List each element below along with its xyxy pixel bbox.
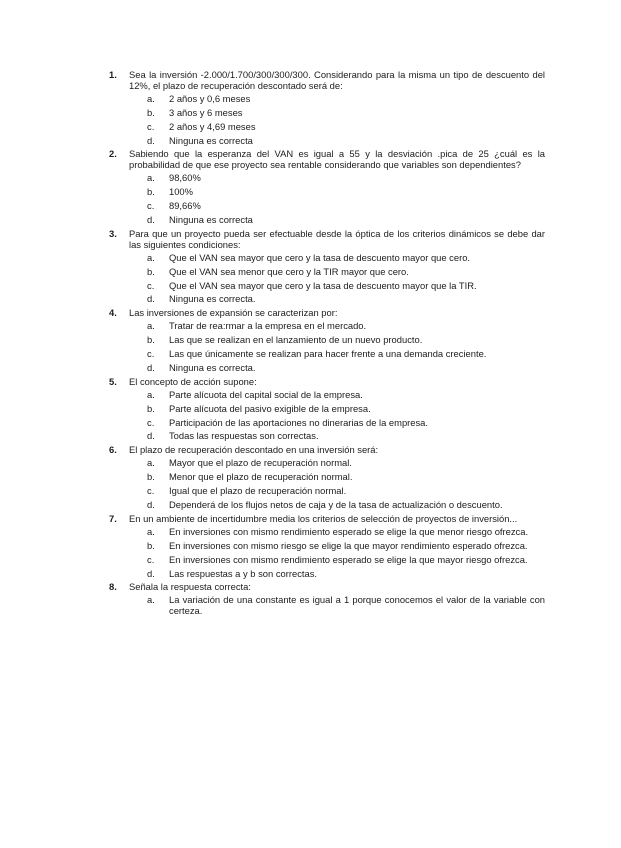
answer-option <box>147 187 545 198</box>
answer-option <box>147 472 545 483</box>
question-4 <box>109 308 545 374</box>
option-text: Parte alícuota del capital social de la empresa. <box>169 388 363 400</box>
answer-option <box>147 349 545 360</box>
option-text: Ninguna es correcta. <box>169 361 256 373</box>
question-header <box>109 377 545 388</box>
answer-option <box>147 294 545 305</box>
answer-option <box>147 541 545 552</box>
option-letter: b. <box>147 402 155 414</box>
option-letter: a. <box>147 388 155 400</box>
answer-options <box>147 253 545 306</box>
option-text: Ninguna es correcta <box>169 213 253 225</box>
question-number: 2. <box>109 148 117 160</box>
option-text: Menor que el plazo de recuperación normal. <box>169 471 353 483</box>
option-letter: d. <box>147 213 155 225</box>
answer-option <box>147 108 545 119</box>
option-letter: d. <box>147 293 155 305</box>
answer-options <box>147 458 545 511</box>
question-number: 7. <box>109 512 117 524</box>
option-letter: c. <box>147 553 155 565</box>
option-text: Igual que el plazo de recuperación normal. <box>169 485 347 497</box>
option-text: Que el VAN sea menor que cero y la TIR mayor que cero. <box>169 265 409 277</box>
option-text: 89,66% <box>169 200 201 212</box>
question-text: El plazo de recuperación descontado en una inversión será: <box>129 444 379 456</box>
answer-option <box>147 94 545 105</box>
option-letter: b. <box>147 265 155 277</box>
answer-option <box>147 458 545 469</box>
question-2 <box>109 149 545 225</box>
answer-option <box>147 555 545 566</box>
option-text: Mayor que el plazo de recuperación normal. <box>169 457 352 469</box>
option-text: Las que se realizan en el lanzamiento de un nuevo producto. <box>169 334 423 346</box>
option-letter: c. <box>147 485 155 497</box>
answer-option <box>147 431 545 442</box>
option-letter: c. <box>147 348 155 360</box>
option-text: Las respuestas a y b son correctas. <box>169 567 317 579</box>
question-1 <box>109 70 545 146</box>
question-header <box>109 149 545 171</box>
option-letter: a. <box>147 525 155 537</box>
option-text: En inversiones con mismo rendimiento esperado se elige la que menor riesgo ofrezca. <box>169 525 529 537</box>
question-header <box>109 70 545 92</box>
option-letter: d. <box>147 361 155 373</box>
answer-option <box>147 173 545 184</box>
option-letter: c. <box>147 120 155 132</box>
answer-option <box>147 390 545 401</box>
answer-option <box>147 527 545 538</box>
question-6 <box>109 445 545 511</box>
option-letter: a. <box>147 594 155 606</box>
option-text: Que el VAN sea mayor que cero y la tasa de descuento mayor que cero. <box>169 251 471 263</box>
option-text: 2 años y 4,69 meses <box>169 120 256 132</box>
answer-option <box>147 418 545 429</box>
question-text: Sabiendo que la esperanza del VAN es igual a 55 y la desviación .pica de 25 ¿cuál es la probabilidad de que ese proyecto sea rentable considerando que variables son dependientes? <box>129 148 545 171</box>
answer-option <box>147 321 545 332</box>
question-header <box>109 229 545 251</box>
answer-option <box>147 253 545 264</box>
question-header <box>109 445 545 456</box>
option-text: Tratar de rea:rmar a la empresa en el mercado. <box>169 320 367 332</box>
answer-option <box>147 122 545 133</box>
answer-option <box>147 404 545 415</box>
option-letter: b. <box>147 106 155 118</box>
option-letter: a. <box>147 251 155 263</box>
answer-options <box>147 595 545 617</box>
option-text: 100% <box>169 186 193 198</box>
option-text: Todas las respuestas son correctas. <box>169 430 319 442</box>
question-text: Para que un proyecto pueda ser efectuable desde la óptica de los criterios dinámicos se debe dar las siguientes condiciones: <box>129 227 545 250</box>
option-letter: d. <box>147 499 155 510</box>
option-text: Participación de las aportaciones no dinerarias de la empresa. <box>169 416 429 428</box>
option-letter: a. <box>147 92 155 104</box>
option-text: Parte alícuota del pasivo exigible de la empresa. <box>169 402 371 414</box>
option-text: 98,60% <box>169 172 201 184</box>
option-text: Dependerá de los flujos netos de caja y de la tasa de actualización o descuento. <box>169 499 503 510</box>
option-text: Las que únicamente se realizan para hacer frente a una demanda creciente. <box>169 348 487 360</box>
answer-option <box>147 281 545 292</box>
question-header <box>109 582 545 593</box>
answer-option <box>147 201 545 212</box>
question-text: El concepto de acción supone: <box>129 375 257 387</box>
question-number: 3. <box>109 227 117 239</box>
question-text: Las inversiones de expansión se caracterizan por: <box>129 307 338 319</box>
question-7 <box>109 514 545 580</box>
question-text: En un ambiente de incertidumbre media los criterios de selección de proyectos de inversión... <box>129 512 518 524</box>
answer-option <box>147 363 545 374</box>
option-text: Ninguna es correcta <box>169 134 253 146</box>
question-number: 1. <box>109 69 117 80</box>
option-letter: d. <box>147 567 155 579</box>
option-text: La variación de una constante es igual a 1 porque conocemos el valor de la variable con certeza. <box>169 594 545 617</box>
question-text: Sea la inversión -2.000/1.700/300/300/300. Considerando para la misma un tipo de descuento del 12%, el plazo de recuperación descontado será de: <box>129 69 545 91</box>
question-number: 5. <box>109 375 117 387</box>
option-letter: d. <box>147 430 155 442</box>
question-5 <box>109 377 545 443</box>
question-header <box>109 514 545 525</box>
option-letter: b. <box>147 186 155 198</box>
answer-options <box>147 94 545 147</box>
question-list <box>109 70 545 620</box>
answer-options <box>147 527 545 580</box>
option-text: Que el VAN sea mayor que cero y la tasa de descuento mayor que la TIR. <box>169 279 477 291</box>
answer-option <box>147 267 545 278</box>
option-letter: a. <box>147 457 155 469</box>
option-letter: a. <box>147 172 155 184</box>
question-3 <box>109 229 545 305</box>
option-text: En inversiones con mismo rendimiento esperado se elige la que mayor riesgo ofrezca. <box>169 553 528 565</box>
answer-options <box>147 173 545 226</box>
option-letter: c. <box>147 279 155 291</box>
answer-option <box>147 569 545 580</box>
option-text: En inversiones con mismo riesgo se elige la que mayor rendimiento esperado ofrezca. <box>169 539 528 551</box>
question-8 <box>109 582 545 617</box>
option-letter: c. <box>147 200 155 212</box>
question-number: 6. <box>109 444 117 456</box>
option-text: 2 años y 0,6 meses <box>169 92 251 104</box>
answer-options <box>147 390 545 443</box>
question-header <box>109 308 545 319</box>
option-letter: b. <box>147 539 155 551</box>
answer-option <box>147 486 545 497</box>
answer-option <box>147 500 545 511</box>
question-number: 4. <box>109 307 117 319</box>
answer-option <box>147 595 545 617</box>
option-letter: c. <box>147 416 155 428</box>
option-letter: d. <box>147 134 155 146</box>
answer-option <box>147 136 545 147</box>
option-text: 3 años y 6 meses <box>169 106 243 118</box>
option-text: Ninguna es correcta. <box>169 293 256 305</box>
answer-option <box>147 215 545 226</box>
question-text: Señala la respuesta correcta: <box>129 581 251 593</box>
option-letter: a. <box>147 320 155 332</box>
answer-options <box>147 321 545 374</box>
option-letter: b. <box>147 471 155 483</box>
answer-option <box>147 335 545 346</box>
question-number: 8. <box>109 581 117 593</box>
option-letter: b. <box>147 334 155 346</box>
